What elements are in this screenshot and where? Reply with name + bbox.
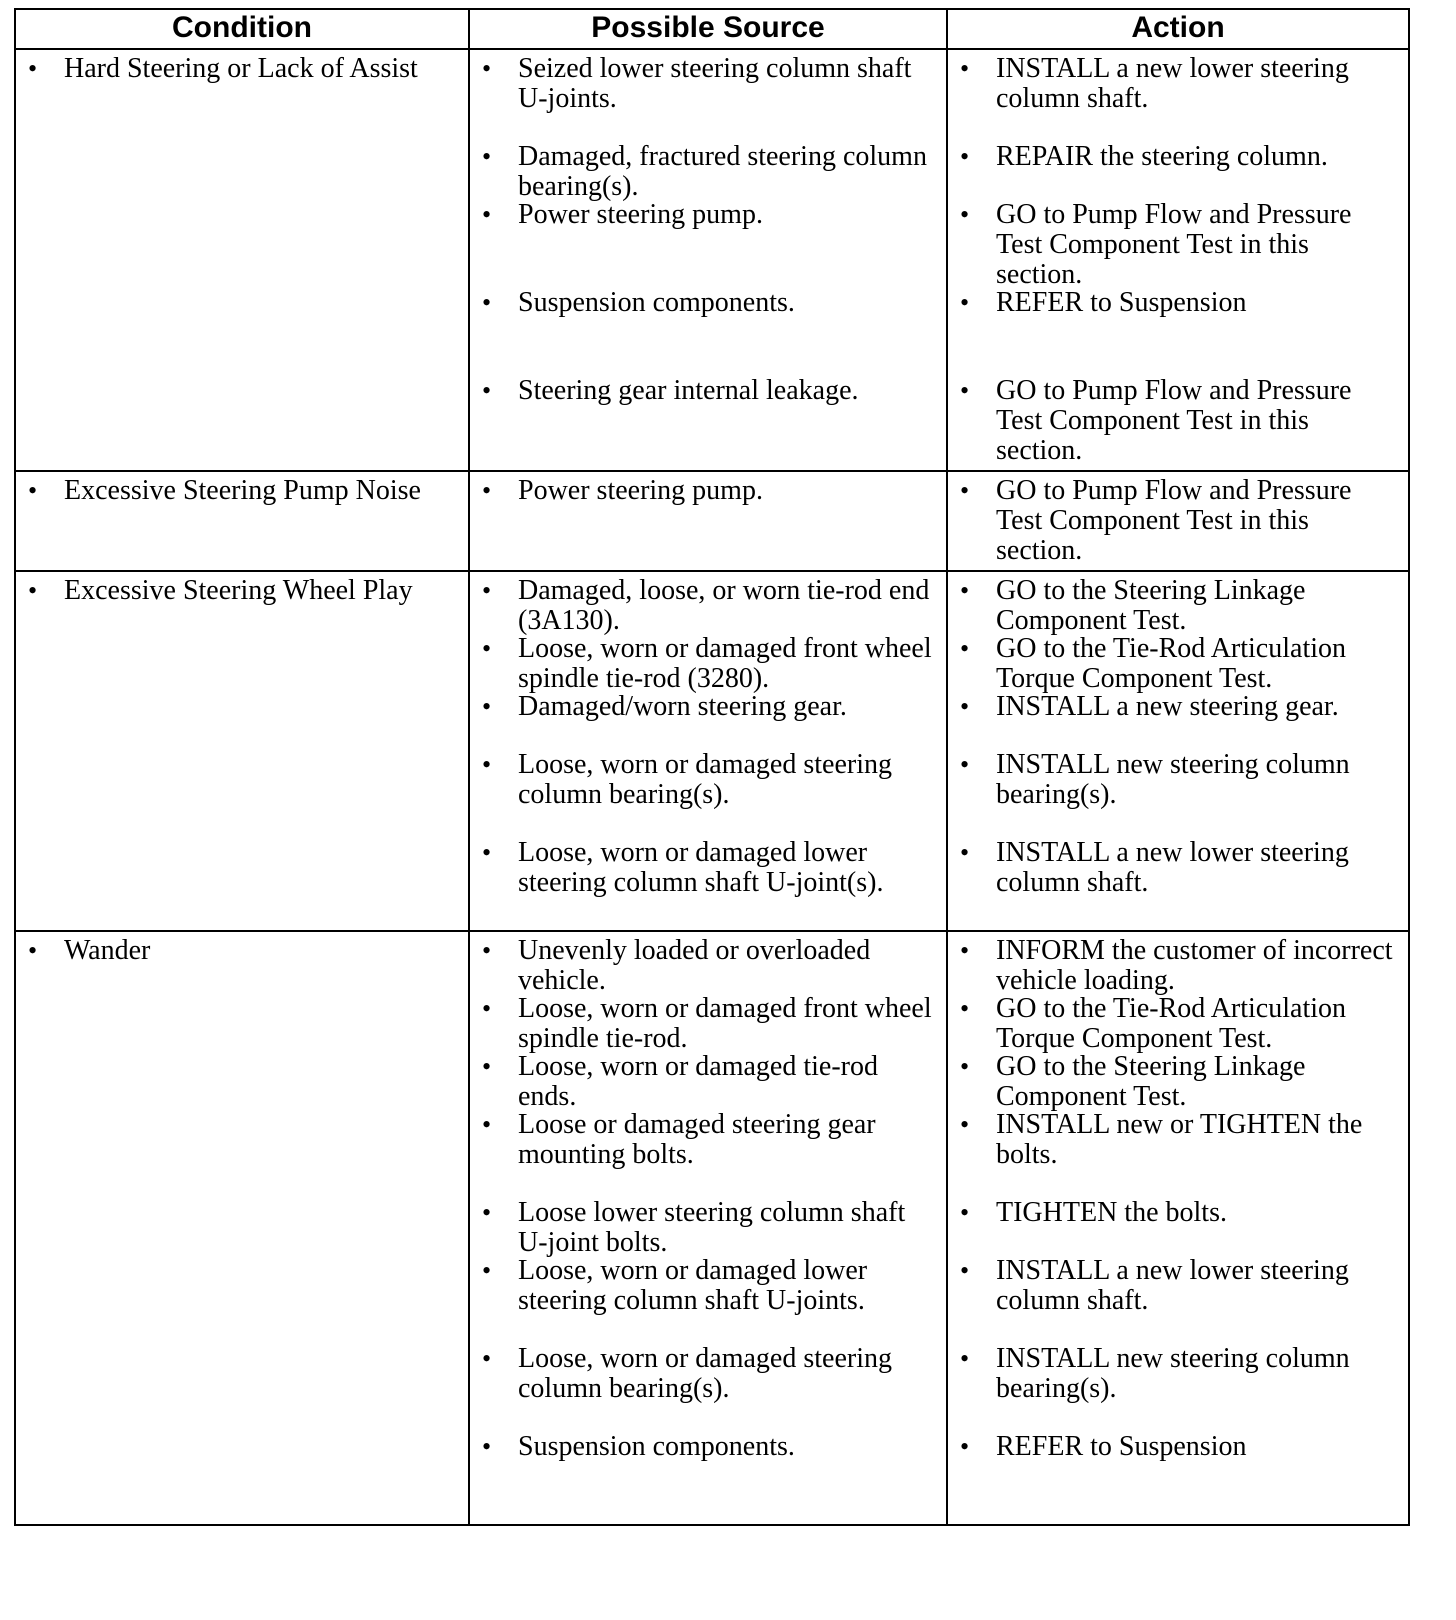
action-item — [948, 288, 1408, 376]
bullet-icon: • — [482, 634, 492, 663]
source-item — [470, 376, 946, 406]
source-text: Steering gear internal leakage. — [518, 375, 859, 406]
action-item — [948, 692, 1408, 750]
bullet-icon: • — [482, 1052, 492, 1081]
source-item — [470, 1052, 946, 1110]
source-cell — [469, 49, 947, 471]
condition-text: Wander — [64, 935, 151, 966]
action-text: GO to Pump Flow and Pressure Test Component Test in this section. — [996, 375, 1352, 466]
bullet-icon: • — [482, 936, 492, 965]
bullet-icon: • — [960, 1344, 970, 1373]
action-item — [948, 1344, 1408, 1432]
bullet-icon: • — [482, 1198, 492, 1227]
source-text: Power steering pump. — [518, 199, 763, 230]
bullet-icon: • — [28, 476, 38, 505]
bullet-icon: • — [960, 1198, 970, 1227]
source-item — [470, 1344, 946, 1432]
bullet-icon: • — [960, 994, 970, 1023]
bullet-icon: • — [960, 476, 970, 505]
condition-cell — [15, 931, 469, 1525]
source-text: Damaged/worn steering gear. — [518, 691, 847, 722]
bullet-icon: • — [960, 692, 970, 721]
table-row — [15, 471, 1409, 571]
source-text: Loose, worn or damaged steering column bearing(s). — [518, 1343, 892, 1404]
source-cell — [469, 471, 947, 571]
bullet-icon: • — [482, 576, 492, 605]
bullet-icon: • — [482, 288, 492, 317]
bullet-icon: • — [960, 1052, 970, 1081]
condition-text: Hard Steering or Lack of Assist — [64, 53, 418, 84]
source-text: Loose, worn or damaged lower steering column shaft U-joints. — [518, 1255, 868, 1316]
source-item — [470, 692, 946, 750]
bullet-icon: • — [482, 1110, 492, 1139]
source-text: Loose or damaged steering gear mounting bolts. — [518, 1109, 876, 1170]
bullet-icon: • — [960, 288, 970, 317]
source-item — [470, 838, 946, 898]
source-item — [470, 994, 946, 1052]
action-text: INSTALL new steering column bearing(s). — [996, 1343, 1350, 1404]
action-text: TIGHTEN the bolts. — [996, 1197, 1227, 1228]
action-item — [948, 200, 1408, 288]
action-text: GO to Pump Flow and Pressure Test Component Test in this section. — [996, 475, 1352, 566]
action-cell — [947, 471, 1409, 571]
bullet-icon: • — [482, 994, 492, 1023]
bullet-icon: • — [960, 750, 970, 779]
action-text: GO to the Steering Linkage Component Test. — [996, 1051, 1306, 1112]
source-text: Damaged, loose, or worn tie-rod end (3A130). — [518, 575, 930, 636]
bullet-icon: • — [482, 142, 492, 171]
bullet-icon: • — [482, 1344, 492, 1373]
action-item — [948, 1198, 1408, 1256]
action-cell — [947, 931, 1409, 1525]
action-item — [948, 994, 1408, 1052]
action-item — [948, 750, 1408, 838]
source-text: Loose, worn or damaged tie-rod ends. — [518, 1051, 878, 1112]
action-text: INFORM the customer of incorrect vehicle loading. — [996, 935, 1393, 996]
table-row — [15, 931, 1409, 1525]
bullet-icon: • — [960, 1432, 970, 1461]
action-item — [948, 476, 1408, 566]
action-item — [948, 142, 1408, 200]
action-text: REPAIR the steering column. — [996, 141, 1328, 172]
action-item — [948, 634, 1408, 692]
action-text: GO to the Tie-Rod Articulation Torque Component Test. — [996, 633, 1346, 694]
source-item — [470, 54, 946, 142]
bullet-icon: • — [482, 200, 492, 229]
action-item — [948, 1432, 1408, 1462]
condition-item — [16, 576, 468, 606]
action-cell — [947, 49, 1409, 471]
bullet-icon: • — [482, 1432, 492, 1461]
source-item — [470, 1198, 946, 1256]
header-condition: Condition — [15, 9, 469, 49]
action-text: REFER to Suspension — [996, 287, 1247, 318]
source-item — [470, 476, 946, 506]
source-cell — [469, 931, 947, 1525]
source-cell — [469, 571, 947, 931]
action-text: INSTALL a new steering gear. — [996, 691, 1339, 722]
condition-cell — [15, 49, 469, 471]
source-item — [470, 750, 946, 838]
action-text: INSTALL a new lower steering column shaft. — [996, 837, 1349, 898]
source-text: Suspension components. — [518, 1431, 795, 1462]
bullet-icon: • — [28, 576, 38, 605]
condition-cell — [15, 471, 469, 571]
bullet-icon: • — [960, 1256, 970, 1285]
source-text: Loose lower steering column shaft U-joint bolts. — [518, 1197, 906, 1258]
bullet-icon: • — [482, 692, 492, 721]
table-row — [15, 49, 1409, 471]
source-item — [470, 936, 946, 994]
source-text: Loose, worn or damaged front wheel spindle tie-rod. — [518, 993, 932, 1054]
source-item — [470, 1256, 946, 1344]
action-item — [948, 376, 1408, 466]
bullet-icon: • — [482, 750, 492, 779]
action-text: GO to the Steering Linkage Component Test. — [996, 575, 1306, 636]
source-item — [470, 1110, 946, 1198]
source-text: Loose, worn or damaged lower steering column shaft U-joint(s). — [518, 837, 884, 898]
source-text: Unevenly loaded or overloaded vehicle. — [518, 935, 871, 996]
bullet-icon: • — [960, 1110, 970, 1139]
action-text: INSTALL new steering column bearing(s). — [996, 749, 1350, 810]
bullet-icon: • — [482, 1256, 492, 1285]
action-item — [948, 1110, 1408, 1198]
condition-item — [16, 476, 468, 506]
action-text: INSTALL a new lower steering column shaft. — [996, 1255, 1349, 1316]
action-item — [948, 936, 1408, 994]
bullet-icon: • — [960, 54, 970, 83]
source-text: Suspension components. — [518, 287, 795, 318]
bullet-icon: • — [482, 54, 492, 83]
action-text: GO to Pump Flow and Pressure Test Component Test in this section. — [996, 199, 1352, 290]
action-item — [948, 576, 1408, 634]
condition-cell — [15, 571, 469, 931]
condition-item — [16, 54, 468, 84]
diagnosis-table — [14, 8, 1410, 1526]
action-item — [948, 54, 1408, 142]
source-text: Loose, worn or damaged front wheel spindle tie-rod (3280). — [518, 633, 932, 694]
action-item — [948, 1256, 1408, 1344]
header-possible-source: Possible Source — [469, 9, 947, 49]
condition-text: Excessive Steering Wheel Play — [64, 575, 413, 606]
source-item — [470, 1432, 946, 1462]
table-row — [15, 571, 1409, 931]
action-text: GO to the Tie-Rod Articulation Torque Component Test. — [996, 993, 1346, 1054]
bullet-icon: • — [28, 54, 38, 83]
source-text: Damaged, fractured steering column bearing(s). — [518, 141, 927, 202]
source-item — [470, 200, 946, 288]
bullet-icon: • — [28, 936, 38, 965]
bullet-icon: • — [960, 200, 970, 229]
header-action: Action — [947, 9, 1409, 49]
condition-text: Excessive Steering Pump Noise — [64, 475, 421, 506]
source-item — [470, 288, 946, 376]
source-text: Seized lower steering column shaft U-joints. — [518, 53, 912, 114]
source-item — [470, 142, 946, 200]
source-item — [470, 634, 946, 692]
bullet-icon: • — [960, 376, 970, 405]
action-item — [948, 838, 1408, 898]
condition-item — [16, 936, 468, 966]
bullet-icon: • — [960, 576, 970, 605]
bullet-icon: • — [960, 634, 970, 663]
bullet-icon: • — [960, 142, 970, 171]
source-text: Power steering pump. — [518, 475, 763, 506]
action-cell — [947, 571, 1409, 931]
action-text: INSTALL a new lower steering column shaft. — [996, 53, 1349, 114]
action-text: REFER to Suspension — [996, 1431, 1247, 1462]
action-text: INSTALL new or TIGHTEN the bolts. — [996, 1109, 1363, 1170]
bullet-icon: • — [482, 838, 492, 867]
bullet-icon: • — [960, 936, 970, 965]
bullet-icon: • — [482, 476, 492, 505]
bullet-icon: • — [960, 838, 970, 867]
header-row — [15, 9, 1409, 49]
source-text: Loose, worn or damaged steering column bearing(s). — [518, 749, 892, 810]
action-item — [948, 1052, 1408, 1110]
source-item — [470, 576, 946, 634]
bullet-icon: • — [482, 376, 492, 405]
